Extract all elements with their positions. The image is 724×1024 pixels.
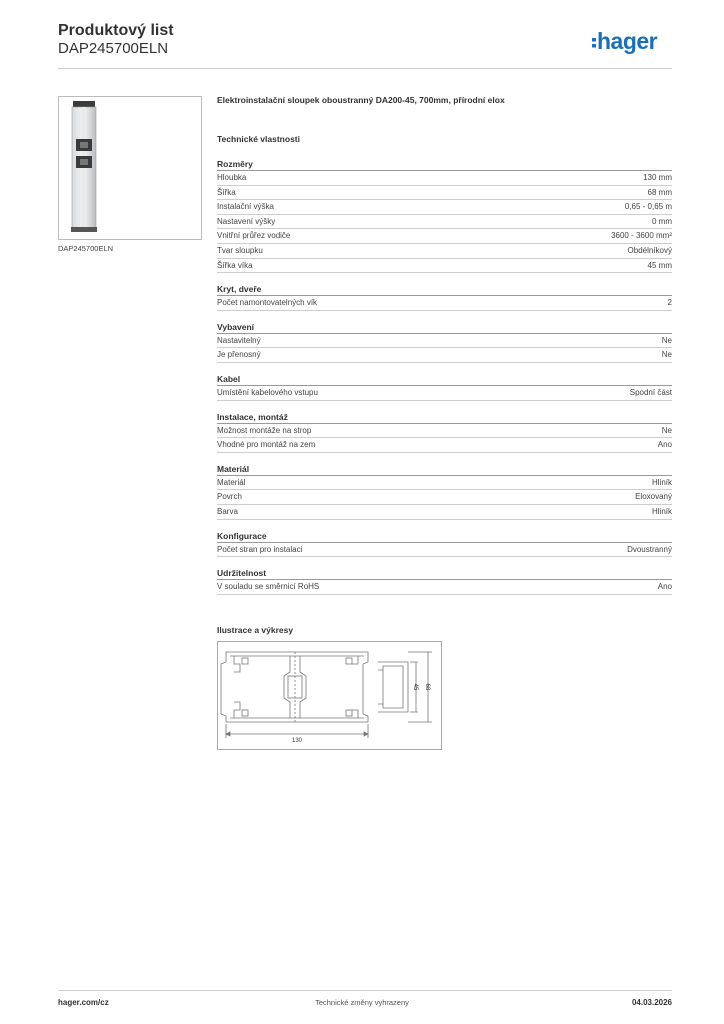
spec-label: Instalační výška — [217, 202, 274, 212]
spec-label: Vnitřní průřez vodiče — [217, 231, 291, 241]
spec-row — [217, 215, 672, 230]
spec-label: Možnost montáže na strop — [217, 425, 312, 435]
spec-section — [217, 463, 672, 520]
dim-width-label: 130 — [291, 738, 303, 744]
section-title: Konfigurace — [217, 530, 672, 543]
spec-row — [217, 476, 672, 491]
spec-label: Povrch — [217, 492, 242, 502]
spec-value: Ano — [657, 440, 672, 450]
spec-label: Materiál — [217, 477, 246, 487]
logo-text: hager — [597, 28, 658, 54]
page-title: Produktový list — [58, 22, 174, 39]
spec-row — [217, 334, 672, 349]
section-title: Kabel — [217, 373, 672, 386]
spec-section — [217, 567, 672, 595]
spec-value: Ano — [657, 582, 672, 592]
section-title: Udržitelnost — [217, 567, 672, 580]
spec-row — [217, 543, 672, 558]
spec-label: Nastavitelný — [217, 335, 261, 345]
spec-row — [217, 259, 672, 274]
spec-label: Barva — [217, 506, 238, 516]
spec-row — [217, 171, 672, 186]
spec-value: 3600 - 3600 mm² — [611, 231, 672, 241]
spec-row — [217, 490, 672, 505]
spec-section — [217, 321, 672, 363]
spec-value: 0 mm — [652, 216, 672, 226]
spec-value: 45 mm — [647, 260, 672, 270]
spec-label: Nastavení výšky — [217, 216, 276, 226]
spec-label: Je přenosný — [217, 350, 261, 360]
spec-value: Ne — [661, 425, 672, 435]
spec-value: Dvoustranný — [627, 544, 672, 554]
spec-row — [217, 505, 672, 520]
footer-website[interactable]: hager.com/cz — [58, 998, 109, 1007]
spec-label: Umístění kabelového vstupu — [217, 387, 318, 397]
section-title: Kryt, dveře — [217, 283, 672, 296]
spec-section — [217, 283, 672, 311]
spec-value: Hliník — [651, 477, 672, 487]
cross-section-drawing-icon — [218, 642, 441, 749]
logo-mark-icon — [592, 35, 596, 49]
spec-row — [217, 386, 672, 401]
tech-heading: Technické vlastnosti — [217, 134, 300, 144]
product-image-caption: DAP245700ELN — [58, 244, 114, 253]
footer-note: Technické změny vyhrazeny — [315, 998, 409, 1007]
spec-row — [217, 438, 672, 453]
spec-value: Ne — [661, 350, 672, 360]
header-divider — [58, 68, 672, 69]
dim-inner-label: 45 — [412, 683, 418, 691]
spec-section — [217, 411, 672, 453]
spec-value: Hliník — [651, 506, 672, 516]
spec-value: 130 mm — [643, 173, 672, 182]
spec-row — [217, 186, 672, 201]
spec-section — [217, 158, 672, 273]
spec-label: Vhodné pro montáž na zem — [217, 440, 316, 450]
section-title: Vybavení — [217, 321, 672, 334]
section-title: Materiál — [217, 463, 672, 476]
product-image — [58, 96, 202, 240]
illustrations-heading: Ilustrace a výkresy — [217, 625, 294, 635]
spec-section — [217, 530, 672, 558]
spec-value: Eloxovaný — [635, 492, 672, 502]
spec-row — [217, 348, 672, 363]
spec-value: 2 — [667, 298, 672, 308]
spec-value: Ne — [661, 335, 672, 345]
spec-row — [217, 580, 672, 595]
spec-value: Obdélníkový — [627, 245, 672, 255]
footer-date: 04.03.2026 — [631, 998, 672, 1007]
spec-label: Tvar sloupku — [217, 245, 263, 255]
spec-value: 0,65 - 0,65 m — [624, 202, 672, 212]
product-description: Elektroinstalační sloupek oboustranný DA200-45, 700mm, přírodní elox — [217, 95, 505, 105]
section-title: Instalace, montáž — [217, 411, 672, 424]
spec-value: Spodní část — [629, 387, 672, 397]
hager-logo — [592, 28, 657, 55]
spec-row — [217, 296, 672, 311]
spec-row — [217, 424, 672, 439]
spec-label: Šířka — [217, 187, 236, 197]
spec-label: Šířka víka — [217, 260, 253, 270]
spec-row — [217, 200, 672, 215]
product-code: DAP245700ELN — [58, 40, 169, 57]
dim-outer-label: 68 — [424, 683, 430, 691]
spec-label: Počet stran pro instalaci — [217, 544, 303, 554]
technical-drawing — [217, 641, 442, 750]
spec-value: 68 mm — [647, 187, 672, 197]
spec-section — [217, 373, 672, 401]
spec-row — [217, 244, 672, 259]
spec-label: Hloubka — [217, 173, 247, 182]
column-product-icon — [59, 97, 201, 239]
section-title: Rozměry — [217, 158, 672, 171]
footer-divider — [58, 990, 672, 991]
spec-row — [217, 229, 672, 244]
spec-label: V souladu se směrnicí RoHS — [217, 582, 320, 592]
spec-content — [217, 95, 672, 605]
spec-sections — [217, 158, 672, 595]
spec-label: Počet namontovatelných vík — [217, 298, 318, 308]
